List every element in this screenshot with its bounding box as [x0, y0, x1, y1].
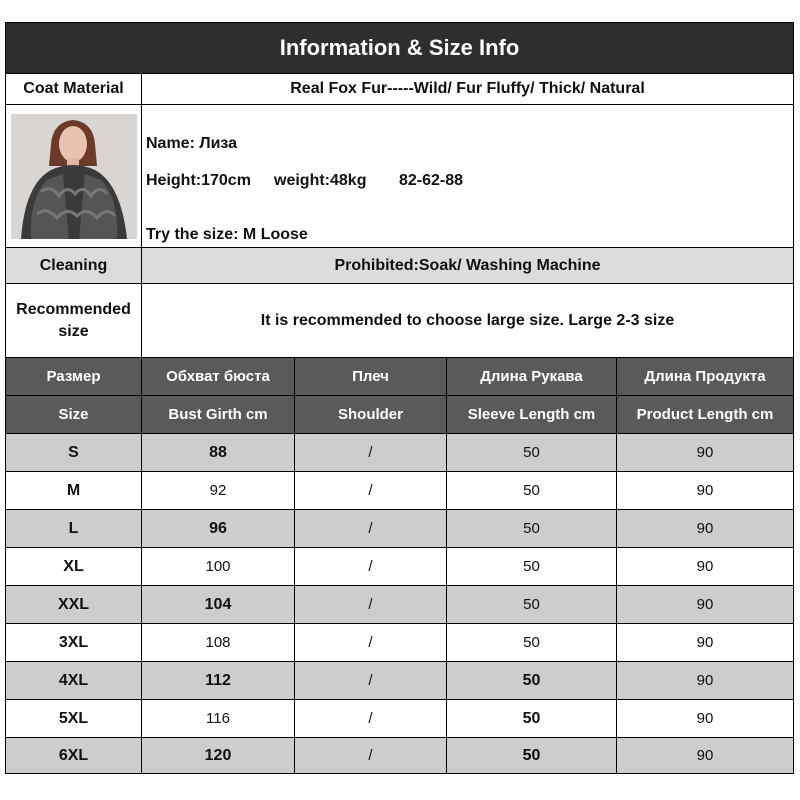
- model-photo-cell: [6, 105, 142, 247]
- recommended-label: Recommended size: [6, 284, 142, 357]
- bust-cell: 120: [142, 738, 295, 773]
- bust-cell: 100: [142, 548, 295, 585]
- shoulder-cell: /: [295, 472, 447, 509]
- model-row: [6, 105, 793, 248]
- length-cell: 90: [696, 520, 714, 537]
- table-row: [6, 738, 793, 773]
- model-name: Name: Лиза: [146, 135, 238, 152]
- header-cell: Размер: [6, 358, 142, 395]
- size-cell: XL: [6, 548, 142, 585]
- length-cell: 90: [696, 482, 714, 499]
- bust-cell: 104: [142, 586, 295, 623]
- cleaning-value: Prohibited:Soak/ Washing Machine: [334, 256, 601, 274]
- size-cell: XXL: [6, 586, 142, 623]
- length-cell: 90: [696, 672, 714, 689]
- table-row: [6, 662, 793, 700]
- shoulder-cell: /: [295, 548, 447, 585]
- header-cell: Длина Продукта: [644, 368, 766, 385]
- recommended-value: It is recommended to choose large size. Large 2-3 size: [260, 311, 675, 329]
- table-row: [6, 510, 793, 548]
- title-row: [6, 23, 793, 74]
- model-height: Height:170cm: [146, 172, 251, 189]
- bust-cell: 88: [142, 434, 295, 471]
- model-measurements: 82-62-88: [399, 172, 464, 189]
- bust-cell: 92: [142, 472, 295, 509]
- recommended-row: [6, 284, 793, 358]
- model-photo: [11, 114, 137, 239]
- model-weight: weight:48kg: [274, 172, 367, 189]
- shoulder-cell: /: [295, 662, 447, 699]
- header-cell: Product Length cm: [636, 406, 774, 423]
- sleeve-cell: 50: [447, 434, 617, 471]
- cleaning-label: Cleaning: [6, 248, 142, 283]
- length-cell: 90: [696, 558, 714, 575]
- length-cell: 90: [696, 596, 714, 613]
- header-cell: Плеч: [295, 358, 447, 395]
- table-row: [6, 586, 793, 624]
- bust-cell: 112: [142, 662, 295, 699]
- sleeve-cell: 50: [447, 738, 617, 773]
- shoulder-cell: /: [295, 586, 447, 623]
- table-row: [6, 472, 793, 510]
- sleeve-cell: 50: [447, 510, 617, 547]
- table-header-english: [6, 396, 793, 434]
- table-header-russian: [6, 358, 793, 396]
- cleaning-row: [6, 248, 793, 284]
- page-title: Information & Size Info: [279, 35, 520, 60]
- table-row: [6, 700, 793, 738]
- model-try-size: Try the size: M Loose: [146, 226, 308, 243]
- shoulder-cell: /: [295, 624, 447, 661]
- table-row: [6, 548, 793, 586]
- table-row: [6, 624, 793, 662]
- sleeve-cell: 50: [447, 700, 617, 737]
- header-cell: Обхват бюста: [142, 358, 295, 395]
- shoulder-cell: /: [295, 700, 447, 737]
- size-cell: 4XL: [6, 662, 142, 699]
- bust-cell: 108: [142, 624, 295, 661]
- header-cell: Длина Рукава: [447, 358, 617, 395]
- header-cell: Shoulder: [295, 396, 447, 433]
- size-cell: S: [6, 434, 142, 471]
- length-cell: 90: [696, 444, 714, 461]
- header-cell: Bust Girth cm: [142, 396, 295, 433]
- header-cell: Sleeve Length cm: [447, 396, 617, 433]
- sleeve-cell: 50: [447, 472, 617, 509]
- sleeve-cell: 50: [447, 662, 617, 699]
- sleeve-cell: 50: [447, 548, 617, 585]
- sleeve-cell: 50: [447, 586, 617, 623]
- size-cell: 5XL: [6, 700, 142, 737]
- size-info-sheet: [5, 22, 794, 774]
- bust-cell: 116: [142, 700, 295, 737]
- material-row: [6, 74, 793, 105]
- size-cell: 6XL: [6, 738, 142, 773]
- length-cell: 90: [696, 634, 714, 651]
- sleeve-cell: 50: [447, 624, 617, 661]
- material-value: Real Fox Fur-----Wild/ Fur Fluffy/ Thick/ Natural: [290, 80, 645, 97]
- length-cell: 90: [696, 710, 714, 727]
- model-info-cell: [142, 105, 793, 247]
- material-label: Coat Material: [6, 74, 142, 104]
- shoulder-cell: /: [295, 434, 447, 471]
- length-cell: 90: [696, 747, 714, 764]
- shoulder-cell: /: [295, 738, 447, 773]
- bust-cell: 96: [142, 510, 295, 547]
- shoulder-cell: /: [295, 510, 447, 547]
- size-cell: M: [6, 472, 142, 509]
- table-row: [6, 434, 793, 472]
- size-cell: L: [6, 510, 142, 547]
- size-cell: 3XL: [6, 624, 142, 661]
- header-cell: Size: [6, 396, 142, 433]
